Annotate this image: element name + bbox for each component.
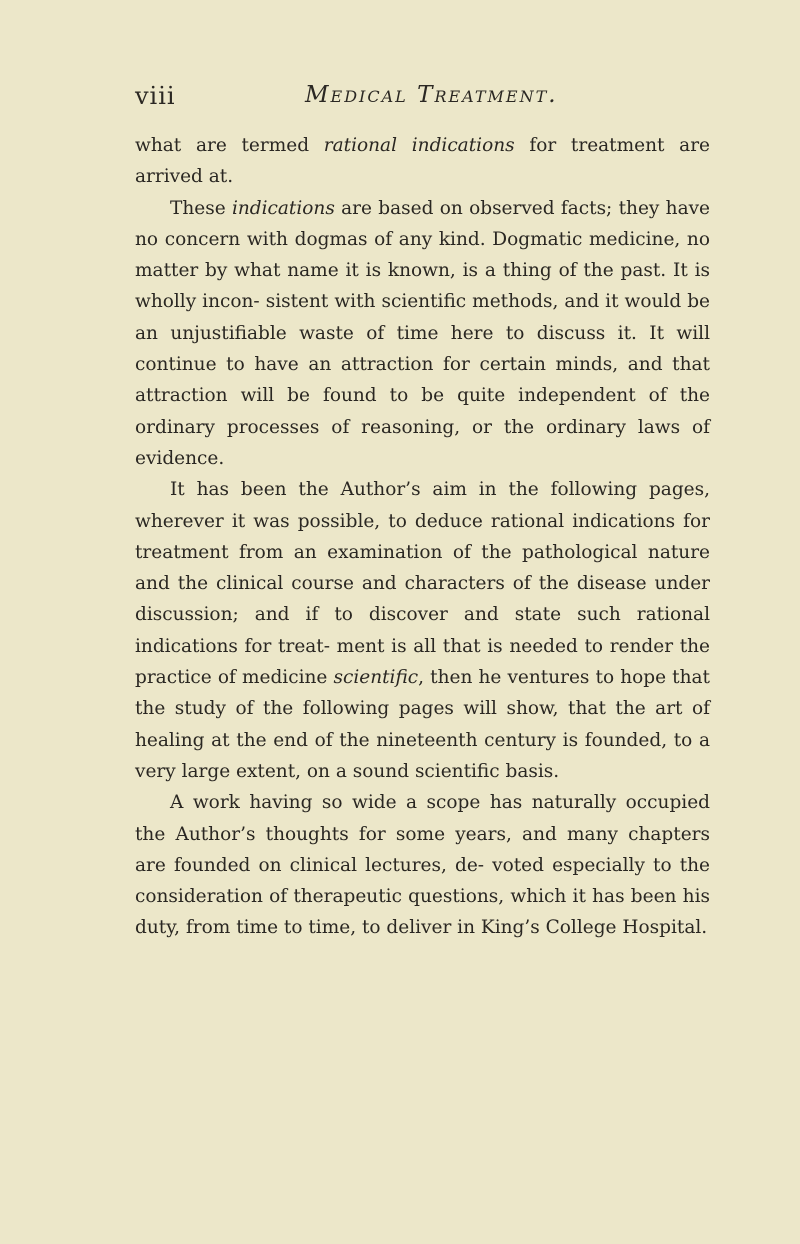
paragraph-4 [135,787,710,943]
paragraph-2-text-2: are based on observed facts; they have no concern with dogmas of any kind. Dogmatic medicine, no matter by what name it is known, is a thing of the past. It is wholly incon- sistent with scientific methods, and it would be an unjustifiable waste of time here to discuss it. It will continue to have an attraction for certain minds, and that attraction will be found to be quite independent of the ordinary processes of reasoning, or the ordinary laws of evidence. [135,197,710,469]
paragraph-2 [135,193,710,475]
paragraph-2-emphasis-1: indications [231,197,335,219]
body-text [135,130,710,944]
page-number: viii [135,82,176,110]
paragraph-3-emphasis-1: scientific [333,667,419,689]
paragraph-1 [135,130,710,193]
paragraph-1-emphasis-1: rational indications [323,135,515,156]
paragraph-2-text-1: These [170,197,232,219]
page-header [0,82,800,122]
paragraph-1-text-1: what are termed [135,135,324,156]
paragraph-1-text-2: for treatment are arrived at. [135,135,710,188]
paragraph-3-text-1: It has been the Author’s aim in the following pages, wherever it was possible, to deduce rational indications for treatment from an examination of the pathological nature and the clinical course and characters of the disease under discussion; and if to discover and state such rational indications for treat- ment is all that is needed to render the practice of medicine [135,479,710,689]
paragraph-4-text-1: A work having so wide a scope has naturally occupied the Author’s thoughts for some years, and many chapters are founded on clinical lectures, de- voted especially to the consideration of therapeutic questions, which it has been his duty, from time to time, to deliver in King’s College Hospital. [135,792,710,939]
paragraph-3 [135,474,710,787]
running-head: Medical Treatment. [305,82,558,108]
paragraph-3-text-2: , then he ventures to hope that the study of the following pages will show, that the art of healing at the end of the nineteenth century is founded, to a very large extent, on a sound scientific basis. [135,667,710,782]
